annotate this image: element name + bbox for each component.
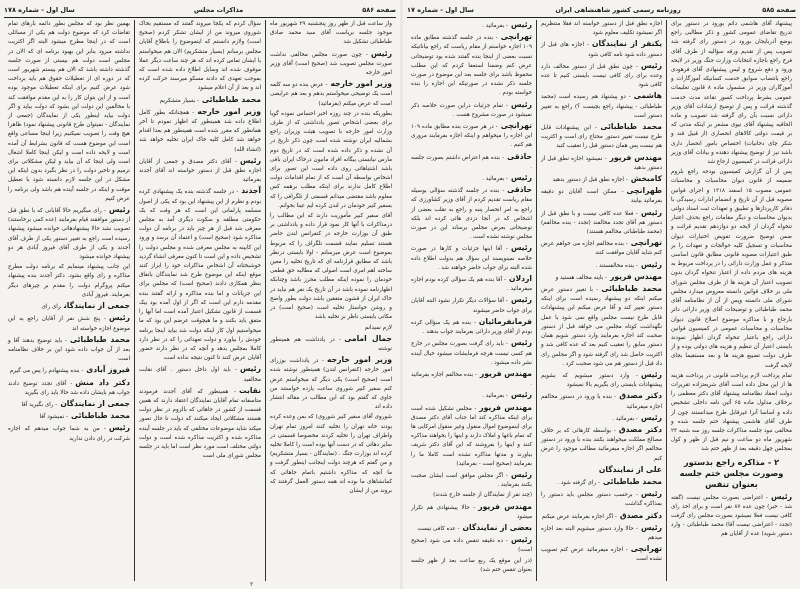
- speaker-paragraph: [411, 523, 532, 534]
- paragraph-text: - باید رای گرفت بصورت مجلس در خارج هم کسی نیست هرچه فرمایشات میشود خیال آینده نشر داده میشود .: [411, 341, 532, 366]
- speaker-paragraph: [270, 334, 392, 354]
- paragraph: [671, 168, 792, 370]
- speaker-name: مهندس فریور: [479, 368, 532, 378]
- speaker-name: جمعی از نمایندگان: [60, 398, 130, 408]
- paragraph-text: - اجازه نطق قبل از دستور بدهید: [552, 177, 628, 184]
- speaker-paragraph: [411, 152, 532, 172]
- speaker-paragraph: [270, 79, 392, 109]
- speaker-name: مهندس فریور: [479, 402, 532, 412]
- paragraph-text: - اجازه های قبل از دستور داده شود نامه کافی شود: [541, 42, 662, 58]
- paragraph-text: - اعتراضی بصورت مجلس نیست (گفته شد - خیر) چون عده ۸۷ نفر است و برای اخذ رای کافی نیست فعلا نمیشود بصورت مجلس رای گرفت (تجدد - اعتراضی نیست آقا) محمد طباطبائی - وارد دستور شوید) عده از آقایان هم: [671, 494, 793, 538]
- speaker-paragraph: [411, 369, 532, 389]
- speaker-name: رئیس: [510, 535, 532, 545]
- paragraph-text: بطوریکه بنده در چند روزه اخیر احساس نموده گویا برای بعضی اشخاص تصور یادداشتی که از طرف وزارت امور خارجه با تصویب هیئت وزیران راجع بشمالیه ایران نوشته شده است چون ذکر تاریخ در آن نشده و ذکر داده شده است که در تاریخ دوم مارس نیابستی بیگانه افراد مانیون درخاک ایران باقی باشد اشتباهاتی روی داده است این تصور برای اشخاص بواسطه آن است که از تمام اقدامات دولت اطلاع کامل ندارند برای اینکه مطلب برهمه کس معلوم باشد مقتضی میدانم قسمتی از تلگرافی را که بسفیر کبیر خودمان در لندن کرده ایم عینا بخوانم.: [270, 110, 392, 209]
- speaker-paragraph: [541, 391, 662, 411]
- speaker-paragraph: [139, 386, 261, 462]
- speaker-name: تهرانچی: [500, 32, 532, 42]
- paragraph-text: - بنده هم اعتراض داشتم بصورت جلسه .: [411, 154, 532, 170]
- speaker-paragraph: [8, 365, 130, 376]
- speaker-name: رئیس: [108, 313, 130, 323]
- paragraph-text: - باید توضیح بدهند آقا و بعد از آن جواب داده شود این بر خلاف نظامنامه است: [8, 337, 130, 363]
- speaker-name: دکتر مصدق: [619, 391, 663, 401]
- speaker-name: رئیس: [510, 243, 532, 253]
- speaker-paragraph: [411, 502, 532, 522]
- speaker-paragraph: [411, 20, 532, 31]
- speaker-paragraph: [411, 535, 532, 555]
- speaker-name: هاشمی: [633, 91, 662, 101]
- paragraph-text: - پنج شش نفر از آقایان راجع به این موضوع اجازه خواسته اند: [8, 316, 130, 332]
- speaker-paragraph: [8, 313, 130, 333]
- page-header: [4, 3, 396, 16]
- speaker-paragraph: [411, 317, 532, 337]
- speaker-name: دکتر داد منش: [75, 377, 130, 387]
- column-2: [134, 20, 265, 581]
- paragraph: [8, 263, 130, 300]
- paragraph-text: - بواسطه کارهائی که بر خلاف مصالح مملکت میخواهند بکنند بنده با ورود در دستور مخالفم اگر اجازه میفرمائید مطالب موجود را عرض کنم: [541, 427, 662, 462]
- speaker-name: رئیس: [640, 412, 662, 422]
- paragraph-text: - ده دقیقه تنفس داده می شود (صحیح است): [411, 538, 532, 554]
- paragraph-text: - رای بگیرید آقا: [21, 401, 58, 408]
- column-1: [666, 20, 796, 581]
- speaker-paragraph: [541, 238, 662, 258]
- speaker-paragraph: [411, 32, 532, 98]
- paragraph-text: - بنده با ورود در دستور مخالفم اجازه میفرمائید: [541, 394, 662, 410]
- paragraph-text: (چند نفر از نمایندگان از جلسه خارج شدند): [433, 492, 532, 499]
- speaker-name: محمد طباطبائی: [602, 476, 662, 486]
- speaker-name: محمد طباطبائی: [69, 334, 130, 344]
- speaker-name: رئیس: [108, 423, 130, 433]
- paragraph-text: - آقای تجدد توضیح دادند جواب هم بایشان داده شد حالا باید رای بگیرید: [8, 380, 130, 396]
- paragraph-text: - آقا بنده هم یک سؤالی کرده بودم اجازه میفرمائید .: [411, 277, 532, 293]
- paragraph-text: - وارد دستور میشویم که بشویم پیشنهادات بایستی رای بگیریم بالا نمیشود: [541, 372, 662, 389]
- paragraph-text: - بفرمائید .: [482, 23, 508, 29]
- paragraph-text: - بسیار متشکریم: [159, 97, 199, 104]
- speaker-name: رئیس: [640, 522, 662, 532]
- paragraph-text: - اجازه میفرمائید عرض کنم تصویب نشده است: [541, 547, 662, 563]
- speaker-paragraph: [411, 100, 532, 120]
- section-heading: ۲ - مذاکره راجع بدستور وصورت مجلس ختم جلسه بعنوان تنفس: [679, 456, 784, 489]
- paragraph-text: شوروی آقای سفیر کبیر شوروی) که بمن وعده کرده بودند خانه تهران را تخلیه کنند امروز تمام تهران واطراف تهران را تخلیه کردند مخصوصا قسمتی در سایر دهاتی که در دست آنها بوده است را کاملا تخلیه کرده اند بوزارت جنگ . (نمایندگان - بسیار متشکریم) و من گفتم که هرچند دولت اینجانب اینطور گرفت و ما آنچه که مذاکره داشتیم باتمام جاهائی که کمانشاهای ما بوده اند همه دستور العمل گرفتند که بروند من از ایشان: [270, 414, 392, 494]
- paragraph-text: - فعلا عده کافی نیست و با نطق قبل از دستور هم آقای تجدد مخالفند (تجدد - بنده مخالفم) (محمد طباطبائی مخالفم هستند): [541, 210, 662, 236]
- paragraph-text: - همینطور که آقای آجدند فرمودند متاسفانه تمام آقایان نمایندگان اعتقاد دارند که همین قسمت از کشور در جاهائی که بالزوم در نظر دولت هستند مشکلاتی ایجاد میکنند که دولت تا حال تصور میکند شاید موضوعات مختلفی که باید در جلسه آینده مذاکره شده و اکثریت مذاکره شده است و دولت دولتی مختلف است مورد نظر است اما باید در جلسه مجلس شورای ملی است: [139, 388, 261, 460]
- speaker-paragraph: [8, 205, 130, 262]
- gazette-title: روزنامه رسمی کشور شاهنشاهی ایران: [555, 5, 681, 14]
- paragraph-text: پیشنهاد آقای هاشمی دائم بورود در دستور برای تدریج تقاضای عمومی کشور و ذکر مطالبی راجع بوضع آذربایجان بورود در دستور رای گرفته شد تصویب پس از تقدیم ورقه سؤالیه از طرف آقای فرخ راجع باجازه انتخابات وزارت جنگ وزیر در لایحه ورود و دفع شروع و لیس پیشنهادی آقای فرهودی راجع بانتصاب سوابق خدمت کسانیکه آموزگارات و آموزگاران وزیر در مشمول ماده ۸ قانون تعلیمات عمومی بشرط پرداخت کسور تقاعد مدت خدمت گذشته قرائت و پس از توضیح ارشادات آقای وزیر دارائی نسبت بآن رای گرفته شد تصویب و ماده الحاقیه پیشنهاد آقای نیوی مشعر بر اینکه مدتی که بر قیمت دولتی کالاهای انحصاری (از قبیل قند و شکر چای دخانیات) اختصاص بامور انحصار داری باشد نیز از توضیح پیشنهاد دهنده و بیانات آقای وزیر دارائی قرائت در کمیسیون ارجاع شد: [671, 21, 792, 166]
- header-rule: [407, 17, 796, 18]
- speaker-name: تهرانچی: [630, 238, 662, 248]
- speaker-name: رئیس: [640, 259, 662, 269]
- speaker-name: طهرانچی: [626, 186, 662, 196]
- right-page: [403, 0, 800, 589]
- paragraph-text: - بفرمائید .: [482, 176, 508, 183]
- speaker-name: رئیس: [510, 469, 532, 479]
- speaker-name: رئیس: [640, 369, 662, 379]
- speaker-name: کامبخش: [630, 174, 662, 184]
- speaker-name: یکنفر از نمایندگان: [591, 39, 662, 49]
- speaker-paragraph: [541, 370, 662, 390]
- paragraph-text: - آقای دکتر مصدق و جمعی از آقایان اجازه نطق قبل از دستور خواسته اند آقای آجدند بفرمائید: [139, 158, 261, 184]
- paragraph-text: - ممکن است آقایان دو دقیقه بفرمائید بیایند: [541, 189, 662, 205]
- issue-number: سال اول - شماره ۱۷: [407, 5, 474, 14]
- header-rule: [4, 17, 396, 18]
- page-header: [407, 3, 796, 16]
- speaker-paragraph: [411, 295, 532, 315]
- speaker-paragraph: [411, 338, 532, 368]
- speaker-paragraph: [541, 174, 662, 185]
- speaker-name: رئیس: [370, 48, 392, 58]
- paragraph-text: - این پیشنهادات قابل طرح نیست تغییر دستور محتاج رای است و اکثریت هم نیست پس همان دستور قبل را تعقیب کنید: [541, 125, 662, 150]
- speaker-paragraph: [270, 355, 392, 412]
- page-number: صفحه ۵۸۵: [762, 5, 796, 14]
- paragraph-text: - بنده مخالفستند .: [595, 262, 638, 269]
- paragraph-text: تمام پرداخت لازم پرداخت قانونی در پرداخت هزینه ها از این محل داده است آقای شریعتزاده تقریرات دولت انعقاد نظامنامه پیشنهاد آقای دکتر معظمی را برخلاف مدلول ماده ۶۵ آئین نامه داخلی تشخیص داده و اساسا آنرا غیرقابل طرح میدانستند چون از طرف آقای هاشمی پیشنهاد ختم جلسه شده و مخالفی نبود جلسه مذاکرات جلسه روز سه شنبه ۲۳ شهریور ماه دو ساعت و نیم قبل از ظهر و کول بمجلس چهل دقیقه بعد از ظهر ختم شد: [671, 372, 792, 453]
- paragraph: [270, 20, 392, 48]
- paragraph-text: - عرض بنده دو سه کلمه است یک توضیحی میخواستم بدهم و بعد هم عرایضی است که عرض میکنم (بفرمائید): [270, 82, 392, 107]
- paragraph-text: - دو پیشنهاد هم رسیده است (محمد طباطبائی - پیشنهاد راجع بچیست ؟) راجع به تغییر دستور است: [541, 94, 662, 119]
- speaker-name: وزیر امور خارجه: [330, 79, 392, 89]
- speaker-paragraph: [541, 122, 662, 152]
- paragraph: [541, 20, 662, 38]
- speaker-name: مهندس فریور: [478, 501, 532, 511]
- paragraph-text: سؤال کردم که یکجا میروند گفتند که مستقیم بخاک شوروی میروند من از ایشان تشکر کردم (صحیح است) ولازم دانستم که اینموضوع را باطلاع آقایان مجلس برسانم (بسیار متشکریم) الان هم میخواستم با ایشان تماس کرده اند که هر چند ساعت دیگر عملا موقوف شده اند وسایل اطلاع داده شده است که بموجب تعهدی که دادند مسکو میرسند حرکت کرده اند و بعد از آن اعلام میشود: [139, 21, 261, 92]
- paragraph-text: - چون صورت مجلس مخالفی نداشت صورت مجلس تصویب شد (صحیح است) آقای وزیر امور خارجه: [270, 51, 392, 77]
- paragraph-text: - آقا سؤالات دیگر تکرار نشود البته آقایان برای جواب حاضر میشوند: [411, 298, 532, 314]
- speaker-name: رئیس: [239, 364, 261, 374]
- speaker-name: دکتر مصدق: [619, 510, 662, 520]
- paragraph: [8, 20, 130, 204]
- speaker-paragraph: [8, 411, 130, 422]
- paragraph: [139, 20, 261, 94]
- speaker-paragraph: [541, 61, 662, 91]
- speaker-name: وزیر امور خارجه: [197, 106, 261, 116]
- columns: [4, 20, 396, 581]
- speaker-paragraph: [541, 544, 662, 564]
- page-number: صفحه ۵۸۶: [362, 5, 396, 14]
- paragraph-text: - تمام جزئیات دراین صورت خلاصه ذکر نمیشود در صورت مشروح هست .: [411, 102, 532, 118]
- speaker-name: رئیس: [640, 489, 662, 499]
- speaker-paragraph: [541, 208, 662, 238]
- speaker-paragraph: [411, 121, 532, 151]
- paragraph-text: - بفرمائید .: [482, 393, 508, 400]
- speaker-paragraph: [411, 185, 532, 242]
- paragraph: [270, 110, 392, 211]
- paragraph-text: بهمین نظر بود که مجلس بطور دائمه بارهای تمام تقاضات کرد که موضوع دولت هم یکی از مسائلی است که در اینجا مطرح میشود البته اگر اکثریت نداشته میرود بنابر این بهبود برنامه ای که الان در مجلس است دولت هم بیستی از صورت جلسه گذشته داشته باشد که الان هم بیستم شهریور است که در دوره ای از تعطیلات حقوق هم باید برداخت شود عرض کنیم برای اینکه تعطیلات موجود بوده است و از این بتوان کار را به این مقدم موافقت کند با مخالفین این دولت این بشود که دولت بیاید و اگر دولت بیاید اینطور یکی از نمایندگان (جمعی از نمایندگان - نمیتوان طرح قانونی پیشنهاد نمود) ظاهرا هیچ وقت را تصویب نمیکنیم زیرا اینجا مساعی واقع است این موضوع هست که قانون بشرایط آن آمده است و لایحه داده است و لیکن اینجا کاملا اشغال است ولی اینجا که آن بیاید و لیکن مشکلاتی برای ترمیم و تاخیر دولت را در نظر بگیرد بدون اینکه این مشکل در این جلسه لازم دانسته شود با تعطیل موقت و اینکه در جلسه آینده هم باشد ولی برنامه را عرض کنیم: [8, 21, 130, 202]
- speaker-name: تهرانچی: [500, 121, 532, 131]
- speaker-paragraph: [541, 39, 662, 59]
- speaker-paragraph: [541, 186, 662, 206]
- speaker-paragraph: [411, 243, 532, 273]
- paragraph-text: - در هر صورت بنده مطابق ماده ۱۰۹ این اجازه را میخواهم و اینکه اجازه بفرمایند مروری هم کنیم .: [411, 124, 532, 149]
- section-title: مذاکرات مجلس: [193, 5, 244, 14]
- paragraph-text: - بنده در جلسه گذشته مطابق ماده ۱۰۹ اجازه خواستم از مقام ریاست که راجع بیاناتیکه نسبت بعضی از اینجا بنده گفتند شده بود توضیحاتی عرض کنم وضمنا استعفا کردم که این مطلب محفوظ باشد برای جلسه بعد این موضوع در صورت جلسه ذکر نشده در صورتیکه این اجازه را بنده خواسته بودم .: [411, 35, 532, 97]
- paragraph-text: - اگر مجلس موافق است ایشان صحبت بکنند بفرمایند .: [411, 472, 532, 489]
- speaker-paragraph: [541, 425, 662, 464]
- speaker-name: مهندس فریور: [609, 152, 662, 162]
- speaker-paragraph: [8, 301, 130, 312]
- paragraph-text: - بنده مخالفم اجازه بفرمائید .: [411, 371, 532, 388]
- paragraph-text: واز ساعت قبل از ظهر روز پنجشنبه ۲۹ شهریور ماه موجود جلسه بریاست آقای سید محمد صادق طباطبائی تشکیل شد: [270, 21, 392, 46]
- issue-number: سال اول - شماره ۱۷۸: [4, 5, 75, 14]
- speaker-paragraph: [411, 470, 532, 490]
- speaker-name: رئیس: [640, 207, 662, 217]
- speaker-name: وزیر امور خارجه: [327, 355, 392, 365]
- paragraph-text: - اگر اجازه بفرمایند عرض میکنم: [541, 513, 617, 520]
- speaker-paragraph: [139, 107, 261, 155]
- speaker-name: رئیس: [510, 99, 532, 109]
- speaker-name: رئیس: [239, 155, 261, 165]
- speaker-paragraph: [671, 492, 792, 540]
- paragraph: [671, 372, 792, 455]
- paragraph-text: - حالا وارد دستور میشویم البته بعد اجازه میدهم: [541, 525, 662, 541]
- speaker-name: نقابت: [238, 385, 261, 395]
- speaker-name: رئیس: [510, 173, 532, 183]
- paragraph-text: - با تغییر دستور عرض میکنم اینکه دو پیشنهاد رسیده است برای اینکه دستور تغییر کند و آقا عرض میکنم این پیشنهادات قابل طرح نیست مجلس واقع نمی شود با عمل نگهداشت کوتاه مجلس می خواهد قبل از دستور صحبت کند اجازه بفرمایند وارد دستور شویم همان دستور سابق را تعقیب کنیم بعد که عده کافی شد و اکثریت حاصل شد رای گرفته شود و اگر مجلس رای داد قبل از دستور هم می شود صحبت کرد .: [541, 287, 662, 367]
- speaker-paragraph: [270, 49, 392, 79]
- paragraph-text: - همچنانکه بطور کامل اطلاع داده شد همینطور که اظهار نمودم تا آخر همانطور که مقرر شده است همینطور هم بعدا اقدام خواهد شد کامل کلیه خاک ایران تخلیه خواهد شد (انشاء الله): [139, 109, 261, 153]
- speaker-paragraph: [541, 284, 662, 369]
- speaker-name: فیروز آبادی: [86, 365, 130, 375]
- paragraph-text: - باید اول داخل دستور . آقای نقابت مخالفید: [139, 367, 261, 383]
- paragraph-text: پس از آن گزارش کمیسیون بودجه راجع بلزوم ضمیمه از قانون دیوان محاسبات و محاسبات عمومی مصوب ۱۵ اسفند ۱۳۱۸ و اجرای قوانین مصوبه قبل از آن تاریخ و انضمام ادارات رسیدگی با دفاتر کارپردازها و تطبیق و تعهدات ثبت اسناد دولتی بدیوان محاسبات و دیگر مقامات راجع بحذف اعتبار تنخواه گردان از لایحه دو دوازدهم تقدیم قرائت و ضمن توضیح ضرورت تفویض اختیارات دیوان محاسبات و تسجیل کلیه حوالجات و تعهدات را بر طبق اعتبارات مصوبه قانونی مطابق قانون اساسی متذکر و عمل وزارت دارائی را در پرداخت مربوط به هزینه های مردم داده از اعتبار تنخواه گردان بدون تصویب اعتبار آن هزینه ها از طرف مجلس شورای ملی بر خلاف قوانین دانسته معروض میدارد مجلس شورای ملی دانسته وپس از آن از نظامنامه آقای محمد طباطبائی و توضیحات آقای وزیر دارائی دائر بارجاع و با مذاکره موضوع اصلاح قانون دیوان محاسبات و محاسبات عمومی در کمیسیون قوانین دارائی راجع باعتبار تنخواه گردان اظهار نمودند بایستی اعتبار آن تنظیم و هزینه های دولتی بوده و از طرف دولت تضییع هزینه ها و بعد مستقیما بجای لایحه گرفت: [671, 169, 792, 369]
- paragraph: [411, 491, 532, 500]
- column-3: [407, 20, 536, 581]
- paragraph-text: آقای سفیر کبیر مأموریت دارند که این مطالب را درمذاکرات با آنها کار نمود قرار داده و یادداشتی بر طبق آن بوزارت خارجه در کنفرانس لندن حاضر هستند تسلیم نمایند قسمت تلگراف را که مربوط بموضوع است عرض میرسانم - اولا بایستی درنظر باشد که مطابق قرارنامه ای که تاریخ تخلیه را معین ساخته اهم امری است اصولی که مطالبه حق قطعی خودمان را نموده اینکه مطلب محرز باشد وچنانکه اظهارنامه نموده باشد در آن تاریخ یک نفر هم نباید در خاک ایران از قشون متفقین باشد دولت بطور واضح و روشن خواستار تخلیه است (صحیح است) در مکانی بایستی ناظر بر تخلیه باشد: [270, 213, 392, 321]
- speaker-paragraph: [139, 186, 261, 363]
- paragraph-text: - در یادداشت هم همینطور نوشته: [270, 336, 392, 352]
- paragraph-text: - بنده در جلسه گذشته سؤالی بوسیله مقام ریاست تقدیم کردم از آقای وزیر کشاورزی که راجع به امر انحصار پنبه و راجع به تقلب بعضی از اشخاص که در آنجا دزدی هائی کرده اند بلکه توضیحاتی بعرض مجلس برساند این در صورت مجلس نوشته نشده است .: [411, 188, 532, 241]
- speaker-name: جمعی از نمایندگان: [63, 301, 130, 311]
- speaker-paragraph: [541, 465, 662, 476]
- speaker-name: رئیس: [510, 390, 532, 400]
- paragraph-text: - باینه مخالف هستید و: [555, 274, 607, 281]
- paragraph-text: - چون نطق قبل از دستور مخالف دارد وعده برای رای کافی نیست بایستی کنیم تا عده کافی شود: [541, 63, 662, 89]
- speaker-name: محمد طباطبائی: [201, 94, 261, 104]
- paragraph-text: - بنده هم یک سؤالی کرده بودم از آقای وزیر دارائی بفرمایند جواب بدهند .: [411, 319, 532, 336]
- paragraph-text: - حالا پیشنهادی هم تکرار میشود: [411, 504, 532, 520]
- speaker-name: حاذقی: [507, 151, 532, 161]
- paragraph-text: - بنده پیشنهادم را پس می گیرم: [9, 368, 84, 375]
- paragraph-text: رای رای: [41, 304, 61, 311]
- speaker-paragraph: [139, 156, 261, 186]
- speaker-name: آجدند: [241, 186, 261, 196]
- paragraph-text: لازم نمیدانم: [364, 324, 392, 331]
- speaker-paragraph: [139, 95, 261, 106]
- paragraph: [270, 413, 392, 496]
- speaker-name: علی از نمایندگان: [598, 464, 662, 474]
- column-2: [536, 20, 666, 581]
- paragraph-text: اجازه نطق قبل از دستور خواسته اند فقلا منتظریم اگر نمیشود تکلیف معلوم شود: [541, 21, 662, 37]
- paragraph-text: - رای گرفته شود .: [557, 479, 600, 486]
- paragraph-text: - من به شما جواب میدهم که اجازه شرکت در رای دادن ندارید: [8, 426, 130, 442]
- speaker-paragraph: [541, 153, 662, 173]
- speaker-paragraph: [541, 413, 662, 424]
- speaker-name: دکتر مصدق: [618, 424, 663, 434]
- speaker-name: رئیس: [770, 491, 792, 501]
- paragraph-text: - برحسب دستور مجلس باید دستور را بمذاکره گذاشت: [541, 492, 662, 508]
- speaker-name: رئیس: [510, 20, 532, 29]
- speaker-paragraph: [541, 272, 662, 283]
- paragraph-text: - بنده مخالفم اجازه می خواهم عرض کنم شاید آقایان موافقت کنند: [541, 241, 662, 257]
- paragraph: [671, 20, 792, 167]
- footer-mark: ۲: [250, 581, 254, 588]
- speaker-name: محمد طباطبائی: [600, 122, 662, 132]
- speaker-paragraph: [8, 423, 130, 443]
- speaker-paragraph: [541, 91, 662, 121]
- column-3: [4, 20, 134, 581]
- speaker-name: مهندس فریور: [609, 271, 662, 281]
- columns: [407, 20, 796, 581]
- paragraph-text: - عده کافی نیست: [417, 525, 460, 532]
- paragraph-text: - در یادداشت بوزرای امور خارجه (کنفرانس لندن) همینطور نوشته شده است (صحیح است) یکی دیگر که میخواستم عرض کنم سفیر کبیر شوروی ساعت یازده خواستند من جاوی که گفتم بود که این مطالب در مقاله انتشار داده اند: [270, 358, 392, 411]
- paragraph: [270, 324, 392, 333]
- paragraph-text: - بفرمائید .: [612, 415, 638, 422]
- speaker-name: محمد طباطبائی: [70, 411, 130, 421]
- speaker-name: رئیس: [510, 338, 532, 348]
- speaker-paragraph: [541, 477, 662, 488]
- speaker-name: حاذقی: [507, 185, 532, 195]
- paragraph-text: این جانب پیشنهاد مینمایم که برنامه دولت مطرح مذاکره و رای واقع بشود. دکتر آجدند بنده پیشنهاد میکنم پروگرام دولت را مقدم بر چیزهای دیگر بفرمایند. فیروز آبادی: [8, 264, 130, 298]
- speaker-name: جمال امامی: [344, 333, 392, 343]
- speaker-name: فرمانفرمائیان: [478, 316, 532, 326]
- speaker-paragraph: [411, 390, 532, 401]
- speaker-name: محمد طباطبائی: [601, 284, 662, 294]
- paragraph-text: (در این موقع یک ربع ساعت بعد از ظهر جلسه بعنوان تنفس ختم شد): [411, 557, 532, 573]
- speaker-paragraph: [8, 399, 130, 410]
- paragraph-text: - آقا اینها جزئیات و کارها در صورت خلاصه نمینویسند این سؤال هم بدولت اطلاع داده شده البته برای جواب حاضر خواهند شد .: [411, 246, 532, 271]
- paragraph: [411, 557, 532, 575]
- speaker-paragraph: [411, 274, 532, 294]
- speaker-name: رئیس: [510, 295, 532, 305]
- paragraph-text: - رای میگیریم حالا آقایانی که با نطق قبل از دستور موافقند قیام بفرمایند (عده کمی برخاستند) تصویب نشد حالا پیشنهادهائی خوانده میشود پیشنهاد رسیده است راجع به تغییر دستور یکی از طرف آقای آجدند و یکی از طرف آقای فیروز آبادی هر دو پیشنهاد خوانده میشود: [8, 208, 130, 261]
- speaker-paragraph: [8, 378, 130, 398]
- paragraph: [270, 212, 392, 322]
- speaker-paragraph: [541, 511, 662, 522]
- speaker-paragraph: [411, 173, 532, 184]
- speaker-paragraph: [139, 364, 261, 384]
- speaker-paragraph: [541, 523, 662, 543]
- paragraph-text: - در جلسه گذشته بنده یک پیشنهادی کرده بودم و نظرم از این پیشنهاد این بود که یکی از اصول مسلمه پارلمانی این است که هر وقت که یک حکومتی مطلقه و سکوت دیگری آمد به مجلس معرفی شد قبل از هر چیز باید در برنامه آن دولت مذاکره شود (صحیح است) و اعتماد آن برسد و ورود این کابینه به مجلس معرفی شده و مجلس دولت را تشخیص داده و این است تا کنون معرفی انشاء گردید خوشبختانه آن اشخاص مذاکرات خود را ابراز کنند موقع اینکه این موضوع طرح شد نمایندگان باتفاق بنظر همکاری دادند (صحیح است) که مجلس برای این جریانات و اما بنده مذاکره و ارائه گفتند بنده مقدمه دارم این است که اگر از اول آمده بود بیک قسمت از قانون تشکیل اعتبار آمده است اما آنها را متفق باید بکنند و ما هیچوقت عرضم این بود که ما میخواستیم اول کار اینکه دولت شد بیاید اینجا برنامه خودش را بیاورد و دولت تعهداتی را که در نظر دارد کاملا بمجلس بدهد و آنچه که در نظر دارند حضور آقایان عرض کنند تا کنون نتیجه نداده است: [139, 189, 261, 362]
- speaker-name: بعضی از نمایندگان: [462, 522, 532, 532]
- speaker-paragraph: [8, 335, 130, 365]
- paragraph-text: - نمیشود آقا: [39, 414, 68, 421]
- column-1: [265, 20, 396, 581]
- speaker-name: اردلان: [508, 274, 532, 284]
- speaker-name: رئیس: [108, 205, 130, 215]
- speaker-paragraph: [541, 260, 662, 271]
- speaker-paragraph: [411, 403, 532, 469]
- speaker-name: رئیس: [640, 60, 662, 70]
- paragraph-text: - مجلس تشکیل شده است برای اینکه مذاکره کند اما جناب آقای دکتر مصدق برای اینموضوع اموال منقول وغیر منقول امرکایی ها که تمام باغها و املاک دارند و اینها را بخواهند مذاکره کنند و اینها را بفروشند که این آقای دکتر شریف بیاورند و مدتها مذاکره نشده است کاملا ما را بفرمایند (صحیح است - بفرمائید): [411, 405, 532, 467]
- paragraph-text: - نمیشود اجازه نطق قبل از دستور بدهید: [541, 155, 662, 171]
- speaker-paragraph: [541, 489, 662, 509]
- speaker-name: تهرانچی: [630, 544, 662, 554]
